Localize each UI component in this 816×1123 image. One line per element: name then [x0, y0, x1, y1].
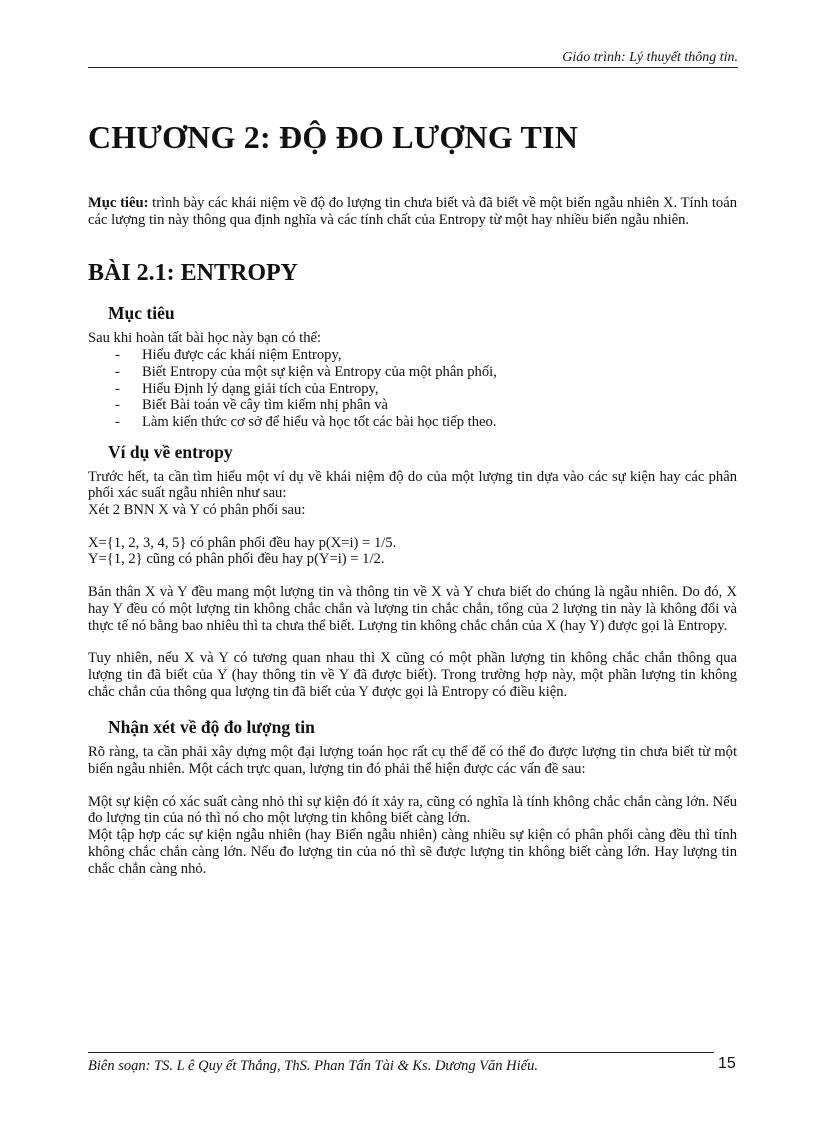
spacer	[88, 778, 737, 794]
list-item	[88, 414, 737, 431]
bullet-dash: -	[115, 363, 120, 380]
y-distribution: Y={1, 2} cũng có phân phối đều hay p(Y=i) = 1/2.	[88, 551, 385, 568]
list-item-text: Biết Bài toán về cây tìm kiếm nhị phân và	[142, 397, 389, 414]
remarks-heading: Nhận xét về độ đo lượng tin	[108, 717, 315, 738]
list-item-text: Hiểu Định lý dạng giải tích của Entropy,	[142, 380, 379, 397]
lesson-title: BÀI 2.1: ENTROPY	[88, 260, 299, 287]
example-paragraph: Trước hết, ta cần tìm hiểu một ví dụ về khái niệm độ do của một lượng tin dựa vào các sự kiện hay các phân phối xác suất ngẫu nhiên như sau:	[88, 468, 737, 502]
bullet-dash: -	[115, 380, 120, 397]
objective-paragraph	[88, 195, 737, 228]
goals-intro: Sau khi hoàn tất bài học này bạn có thể:	[88, 330, 322, 347]
page-number: 15	[718, 1055, 736, 1072]
list-item-text: Biết Entropy của một sự kiện và Entropy của một phân phối,	[142, 363, 497, 380]
list-item	[88, 347, 737, 364]
example-heading: Ví dụ về entropy	[108, 441, 233, 462]
list-item	[88, 364, 737, 381]
list-item	[88, 381, 737, 398]
objective-text: trình bày các khái niệm về độ đo lượng tin chưa biết và đã biết về một biến ngẫu nhiên X. Tính toán các lượng tin này thông qua định nghĩa và các tính chất của Entropy từ một hay nhiều biến ngẫu nhiên.	[88, 195, 737, 228]
spacer	[88, 519, 737, 535]
footer-divider	[88, 1052, 714, 1053]
objective-label: Mục tiêu:	[88, 195, 149, 211]
page-content	[88, 117, 737, 877]
remarks-point-probability: Một sự kiện có xác suất càng nhỏ thì sự kiện đó ít xảy ra, cũng có nghĩa là tính không chắc chắn càng lớn. Nếu đo lượng tin của nó thì nó cho một lượng tin không biết càng lớn.	[88, 793, 737, 827]
goals-heading: Mục tiêu	[108, 303, 175, 324]
conditional-entropy-paragraph: Tuy nhiên, nếu X và Y có tương quan nhau thì X cũng có một phần lượng tin không chắc chắn thông qua lượng tin đã biết của Y (hay thông tin về Y đã được biết). Trong trường hợp này, một phần lượng tin không chắc chắn của thông qua lượng tin đã biết của Y được gọi là Entropy có điều kiện.	[88, 650, 737, 700]
footer-authors: Biên soạn: TS. L ê Quy ết Thắng, ThS. Phan Tấn Tài & Ks. Dương Văn Hiếu.	[88, 1058, 538, 1074]
bullet-dash: -	[115, 397, 120, 414]
bullet-dash: -	[115, 413, 120, 430]
list-item-text: Làm kiến thức cơ sở để hiểu và học tốt các bài học tiếp theo.	[142, 413, 497, 430]
remarks-paragraph: Rõ ràng, ta cần phải xây dựng một đại lượng toán học rất cụ thể để có thể đo được lượng tin chưa biết từ một biến ngẫu nhiên. Một cách trực quan, lượng tin đó phải thể hiện được các vấn đề sau:	[88, 744, 737, 778]
running-header: Giáo trình: Lý thuyết thông tin.	[562, 50, 738, 65]
example-setup: Xét 2 BNN X và Y có phân phối sau:	[88, 502, 306, 519]
bullet-dash: -	[115, 347, 120, 364]
goals-list	[88, 347, 737, 431]
remarks-point-distribution: Một tập hợp các sự kiện ngẫu nhiên (hay Biến ngẫu nhiên) càng nhiều sự kiện có phân phối càng đều thì tính không chắc chắn càng lớn. Nếu đo lượng tin của nó thì sẽ được lượng tin không biết càng lớn. Hay lượng tin chắc chắn càng nhỏ.	[88, 827, 737, 877]
spacer	[88, 568, 737, 584]
list-item-text: Hiểu được các khái niệm Entropy,	[142, 347, 342, 364]
header-divider	[88, 67, 738, 68]
entropy-paragraph: Bản thân X và Y đều mang một lượng tin và thông tin về X và Y chưa biết do chúng là ngẫu nhiên. Do đó, X hay Y đều có một lượng tin không chắc chắn và lượng tin chắc chắn, tổng của 2 lượng tin này là không đổi và thực tế nó bằng bao nhiêu thì ta chưa thể biết. Lượng tin không chắc chắn của X (hay Y) được gọi là Entropy.	[88, 584, 737, 634]
chapter-title: CHƯƠNG 2: ĐỘ ĐO LƯỢNG TIN	[88, 119, 579, 155]
x-distribution: X={1, 2, 3, 4, 5} có phân phối đều hay p(X=i) = 1/5.	[88, 534, 397, 551]
list-item	[88, 397, 737, 414]
spacer	[88, 634, 737, 650]
